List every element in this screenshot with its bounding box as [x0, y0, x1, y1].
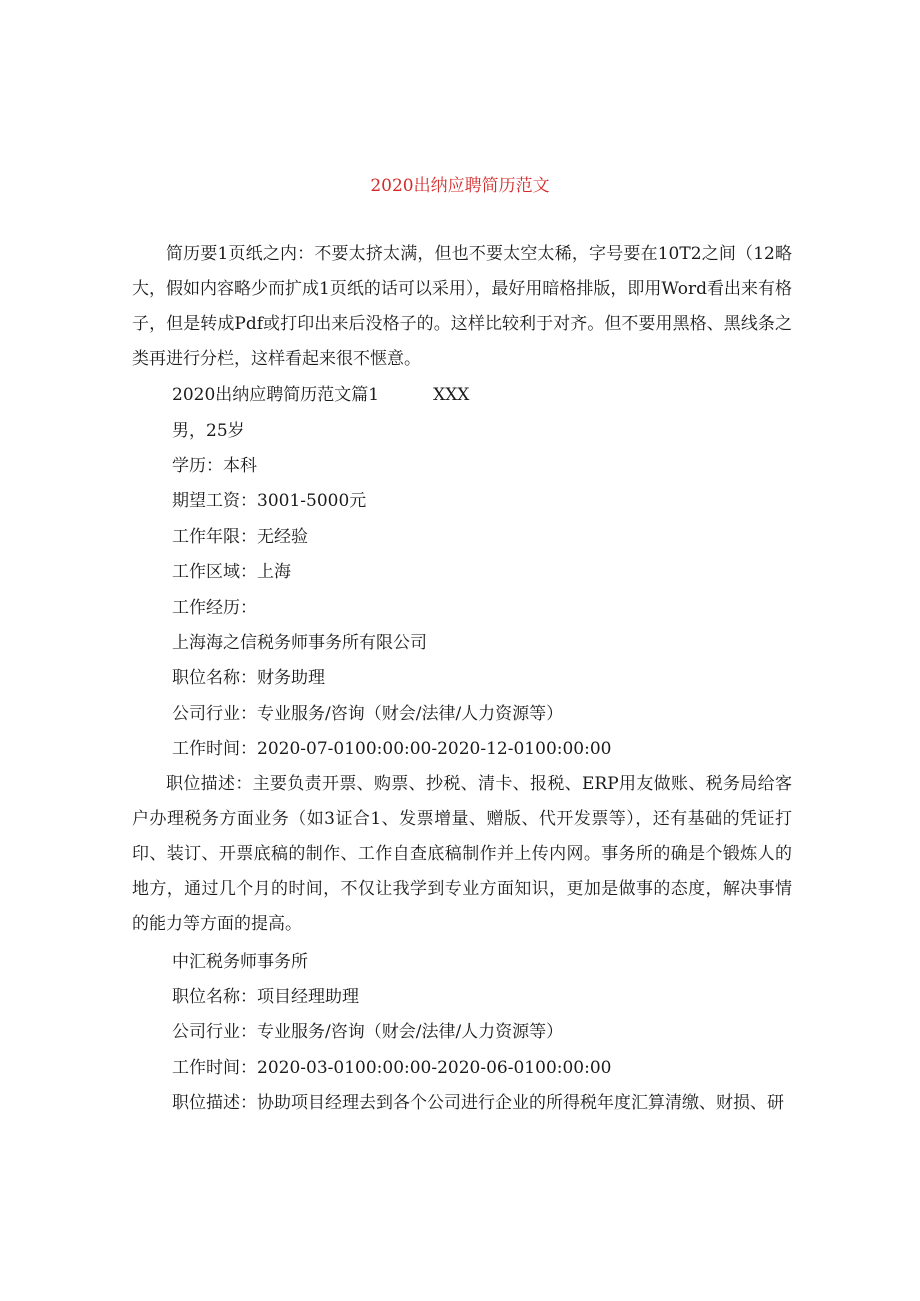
work-years: 工作年限：无经验 — [172, 527, 308, 547]
job2-company: 中汇税务师事务所 — [172, 952, 308, 972]
job1-description: 职位描述：主要负责开票、购票、抄税、清卡、报税、ERP用友做账、税务局给客户办理税务方面业务（如3证合1、发票增量、赠版、代开发票等），还有基础的凭证打印、装订、开票底稿的制作、工作自查底稿制作并上传内网。事务所的确是个锻炼人的地方，通过几个月的时间，不仅让我学到专业方面知识，更加是做事的态度，解决事情的能力等方面的提高。 — [132, 774, 792, 934]
document-title: 2020出纳应聘简历范文 — [370, 176, 550, 196]
job1-industry: 公司行业：专业服务/咨询（财会/法律/人力资源等） — [172, 704, 564, 724]
job2-description-start: 职位描述：协助项目经理去到各个公司进行企业的所得税年度汇算清缴、财损、研 — [172, 1093, 784, 1113]
section-heading: 2020出纳应聘简历范文篇1 — [172, 385, 380, 405]
job2-position: 职位名称：项目经理助理 — [172, 987, 359, 1007]
job1-position: 职位名称：财务助理 — [172, 668, 325, 688]
resume-heading-line — [172, 384, 792, 406]
job2-period: 工作时间：2020-03-0100:00:00-2020-06-0100:00:00 — [172, 1058, 612, 1078]
work-history-label: 工作经历： — [172, 598, 257, 618]
education: 学历：本科 — [172, 456, 257, 476]
candidate-name: XXX — [433, 385, 470, 405]
job1-company: 上海海之信税务师事务所有限公司 — [172, 633, 427, 653]
gender-age: 男，25岁 — [172, 421, 245, 441]
expected-salary: 期望工资：3001-5000元 — [172, 491, 367, 511]
job1-period: 工作时间：2020-07-0100:00:00-2020-12-0100:00:00 — [172, 739, 612, 759]
work-area: 工作区域：上海 — [172, 562, 291, 582]
job2-industry: 公司行业：专业服务/咨询（财会/法律/人力资源等） — [172, 1022, 564, 1042]
intro-paragraph: 简历要1页纸之内：不要太挤太满，但也不要太空太稀，字号要在10T2之间（12略大，假如内容略少而扩成1页纸的话可以采用），最好用暗格排版，即用Word看出来有格子，但是转成Pdf或打印出来后没格子的。这样比较利于对齐。但不要用黑格、黑线条之类再进行分栏，这样看起来很不惬意。 — [132, 244, 792, 369]
